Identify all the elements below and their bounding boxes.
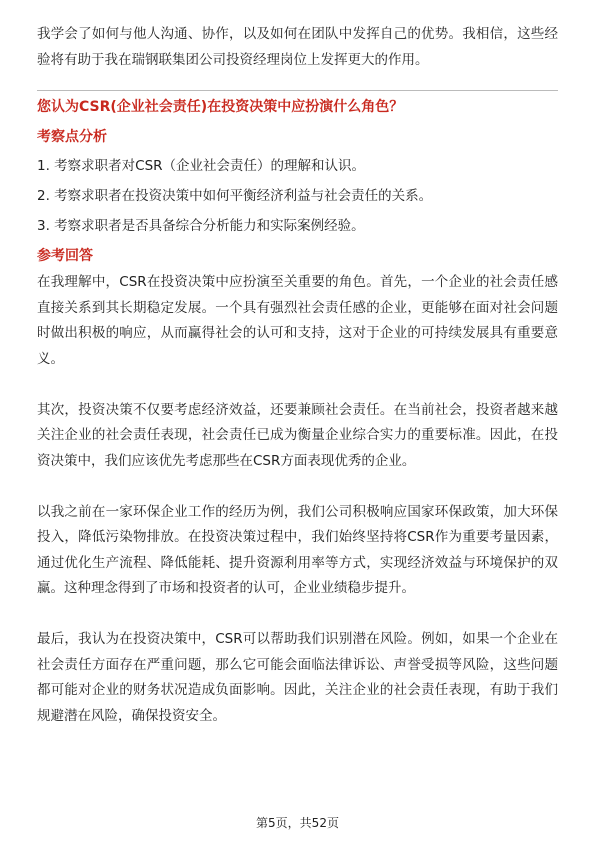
page-number: 第5页，共52页 bbox=[256, 816, 339, 830]
analysis-item: 1. 考察求职者对CSR（企业社会责任）的理解和认识。 bbox=[37, 158, 366, 174]
answer-paragraph: 其次，投资决策不仅要考虑经济效益，还要兼顾社会责任。在当前社会，投资者越来越关注企业的社会责任表现，社会责任已成为衡量企业综合实力的重要标准。因此，在投资决策中，我们应该优先考虑那些在CSR方面表现优秀的企业。 bbox=[37, 401, 558, 469]
question-heading: 您认为CSR(企业社会责任)在投资决策中应扮演什么角色？ bbox=[37, 99, 404, 115]
section-divider bbox=[37, 90, 558, 91]
analysis-list bbox=[37, 151, 558, 241]
answer-paragraph: 最后，我认为在投资决策中，CSR可以帮助我们识别潜在风险。例如，如果一个企业在社会责任方面存在严重问题，那么它可能会面临法律诉讼、声誉受损等风险，这些问题都可能对企业的财务状况造成负面影响。因此，关注企业的社会责任表现，有助于我们规避潜在风险，确保投资安全。 bbox=[37, 631, 558, 724]
answer-title: 参考回答 bbox=[37, 248, 93, 264]
analysis-title: 考察点分析 bbox=[37, 129, 107, 145]
answer-body bbox=[37, 270, 558, 755]
analysis-item: 3. 考察求职者是否具备综合分析能力和实际案例经验。 bbox=[37, 218, 365, 234]
analysis-item: 2. 考察求职者在投资决策中如何平衡经济利益与社会责任的关系。 bbox=[37, 188, 433, 204]
answer-paragraph: 以我之前在一家环保企业工作的经历为例，我们公司积极响应国家环保政策，加大环保投入，降低污染物排放。在投资决策过程中，我们始终坚持将CSR作为重要考量因素，通过优化生产流程、降低能耗、提升资源利用率等方式，实现经济效益与环境保护的双赢。这种理念得到了市场和投资者的认可，企业业绩稳步提升。 bbox=[37, 503, 558, 596]
answer-paragraph: 在我理解中，CSR在投资决策中应扮演至关重要的角色。首先，一个企业的社会责任感直接关系到其长期稳定发展。一个具有强烈社会责任感的企业，更能够在面对社会问题时做出积极的响应，从而赢得社会的认可和支持，这对于企业的可持续发展具有重要意义。 bbox=[37, 274, 558, 367]
intro-paragraph: 我学会了如何与他人沟通、协作，以及如何在团队中发挥自己的优势。我相信，这些经验将有助于我在瑞钢联集团公司投资经理岗位上发挥更大的作用。 bbox=[37, 26, 558, 68]
